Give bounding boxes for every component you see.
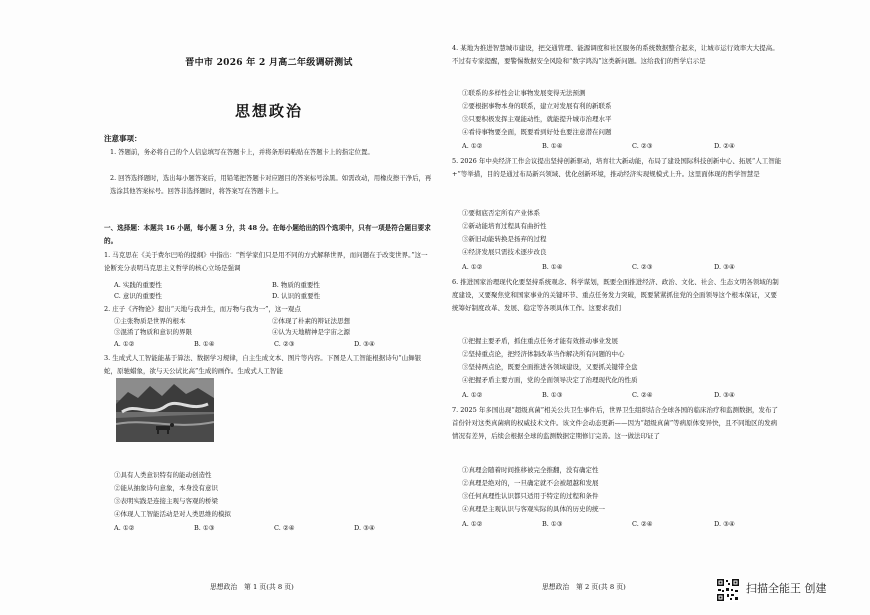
q2-statement-2: ②体现了朴素的辩证法思想 bbox=[272, 317, 350, 325]
q5-choice-d: D. ③④ bbox=[714, 263, 735, 271]
exam-title: 晋中市 2026 年 2 月高二年级调研测试 bbox=[185, 58, 353, 68]
q4-choice-c: C. ②③ bbox=[632, 142, 653, 150]
q5-statement-4: ④经济发展只需技术逐步改良 bbox=[462, 248, 547, 256]
q2-statement-1: ①主张物质是世界的根本 bbox=[114, 317, 186, 325]
question-6-stem: 6. 推进国家治理现代化要坚持系统观念、科学谋划，既要全面推进经济、政治、文化、社会、生态文明各领域的制度建设，又要聚焦党和国家事业的关键环节、重点任务发力突破，既要紧紧抓住党的全面领导这个根本保证，又要统筹好制度改革、发展、稳定等各项具体工作。这要求我们 bbox=[452, 278, 779, 312]
q1-option-d: D. 认识的重要性 bbox=[272, 292, 321, 300]
q6-choice-a: A. ①② bbox=[462, 391, 483, 399]
q4-choice-b: B. ①④ bbox=[542, 142, 563, 150]
q7-statement-3: ③任何真理性认识都只适用于特定的过程和条件 bbox=[462, 492, 599, 500]
notice-item-2: 2. 回答选择题时，选出每小题答案后，用铅笔把答题卡对应题目的答案标号涂黑。如需改动，用橡皮擦干净后，再选涂其他答案标号。回答非选择题时，将答案写在答题卡上。 bbox=[110, 174, 432, 195]
q5-statement-2: ②新动能培育过程具有曲折性 bbox=[462, 222, 547, 230]
qr-code-icon bbox=[716, 578, 740, 602]
q4-statement-2: ②要根据事物本身的联系，建立对发展有利的新联系 bbox=[462, 102, 612, 110]
q7-choice-a: A. ①② bbox=[462, 520, 483, 528]
q6-statement-3: ③坚持两点论，既要全面推进各领域建设，又要抓关键带全盘 bbox=[462, 363, 638, 371]
q7-statement-1: ①真理会随着时间推移被完全推翻，没有确定性 bbox=[462, 466, 599, 474]
q5-choice-a: A. ①② bbox=[462, 263, 483, 271]
q3-choice-d: D. ③④ bbox=[354, 524, 375, 532]
q6-statement-2: ②坚持重点论，把经济体制改革当作解决所有问题的中心 bbox=[462, 350, 625, 358]
q6-statement-1: ①把握主要矛盾，抓住重点任务才能有效推动事业发展 bbox=[462, 337, 618, 345]
q3-statement-1: ①具有人类意识特有的能动创造性 bbox=[114, 471, 212, 479]
q3-statement-2: ②能从抽象诗句意象，本身没有意识 bbox=[114, 484, 218, 492]
question-4-stem: 4. 某地为推进智慧城市建设，把交通管理、能源调度和社区服务的系统数据整合起来，让城市运行效率大大提高。不过有专家提醒，要警惕数据安全风险和“数字鸿沟”这类新问题。这给我们的哲学启示是 bbox=[452, 44, 779, 65]
q2-choice-a: A. ①② bbox=[114, 340, 135, 348]
question-1-stem: 1. 马克思在《关于费尔巴哈的提纲》中指出：“哲学家们只是用不同的方式解释世界，而问题在于改变世界。”这一论断充分表明马克思主义哲学的核心立场是强调 bbox=[104, 251, 428, 272]
q3-choice-c: C. ②④ bbox=[274, 524, 295, 532]
q1-option-a: A. 实践的重要性 bbox=[114, 281, 162, 289]
q1-option-b: B. 物质的重要性 bbox=[272, 281, 320, 289]
page-2-footer: 思想政治 第 2 页(共 8 页) bbox=[542, 583, 626, 591]
q6-choice-c: C. ②④ bbox=[632, 391, 653, 399]
q3-choice-a: A. ①② bbox=[114, 524, 135, 532]
q3-statement-4: ④体现人工智能活动是对人类思维的模拟 bbox=[114, 510, 231, 518]
subject-title: 思想政治 bbox=[234, 102, 303, 120]
q3-statement-3: ③表明实践是连接主观与客观的桥梁 bbox=[114, 497, 218, 505]
q2-statement-3: ③混淆了物质和意识的界限 bbox=[114, 328, 192, 336]
q7-statement-2: ②真理是绝对的，一旦确定就不会被超越和发展 bbox=[462, 479, 599, 487]
q7-choice-b: B. ①③ bbox=[542, 520, 563, 528]
q3-choice-b: B. ①③ bbox=[194, 524, 215, 532]
q1-option-c: C. 意识的重要性 bbox=[114, 292, 162, 300]
q4-choice-d: D. ②④ bbox=[714, 142, 735, 150]
q5-choice-c: C. ②③ bbox=[632, 263, 653, 271]
q7-choice-c: C. ②④ bbox=[632, 520, 653, 528]
q5-choice-b: B. ①④ bbox=[542, 263, 563, 271]
q5-statement-3: ③新旧动能转换是扬弃的过程 bbox=[462, 235, 547, 243]
q2-choice-b: B. ①④ bbox=[194, 340, 215, 348]
ai-generated-landscape-image bbox=[116, 378, 214, 442]
page-1-footer: 思想政治 第 1 页(共 8 页) bbox=[210, 583, 294, 591]
notice-item-1: 1. 答题前，务必将自己的个人信息填写在答题卡上，并将条形码粘贴在答题卡上的指定位置。 bbox=[110, 148, 374, 156]
scanner-watermark-label: 扫描全能王 创建 bbox=[746, 582, 827, 595]
q7-choice-d: D. ③④ bbox=[714, 520, 735, 528]
q4-choice-a: A. ①② bbox=[462, 142, 483, 150]
q6-choice-d: D. ③④ bbox=[714, 391, 735, 399]
q2-choice-d: D. ③④ bbox=[354, 340, 375, 348]
section-heading: 一、选择题：本题共 16 小题，每小题 3 分，共 48 分。在每小题给出的四个选项中，只有一项是符合题目要求的。 bbox=[104, 224, 431, 245]
notice-heading: 注意事项： bbox=[104, 134, 142, 143]
question-5-stem: 5. 2026 年中央经济工作会议提出坚持创新驱动，培育壮大新动能，布局了建设国际科技创新中心、拓展“人工智能+”等举措，目的是通过布局新兴领域、优化创新环境，推动经济实现规模式上升。这里面体现的哲学智慧是 bbox=[452, 157, 782, 178]
q7-statement-4: ④真理是主观认识与客观实际的具体的历史的统一 bbox=[462, 505, 605, 513]
q5-statement-1: ①要彻底否定所有产业体系 bbox=[462, 209, 540, 217]
question-7-stem: 7. 2025 年多国出现“超级真菌”相关公共卫生事件后，世界卫生组织结合全球各国的临床治疗和监测数据，发布了首份针对这类真菌病的权威技术文件。该文件会动态更新——因为“超级真菌”等病原体变异快，且不同地区的发病情况有差异，后续会根据全球的监测数据定期修订完善。这一做法印证了 bbox=[452, 406, 779, 440]
q2-choice-c: C. ②③ bbox=[274, 340, 295, 348]
q4-statement-3: ③只要积极发挥主观能动性，就能提升城市治理水平 bbox=[462, 115, 612, 123]
question-2-stem: 2. 庄子《齐物论》提出“天地与我并生，而万物与我为一”，这一观点 bbox=[104, 305, 301, 313]
q6-choice-b: B. ①③ bbox=[542, 391, 563, 399]
question-3-stem: 3. 生成式人工智能能基于算法、数据学习规律，自主生成文本、图片等内容。下图是人工智能根据诗句“山舞银蛇，原驰蜡象，欲与天公试比高”生成的画作。生成式人工智能 bbox=[104, 354, 422, 375]
q2-statement-4: ④认为天地精神是宇宙之源 bbox=[272, 328, 350, 336]
q6-statement-4: ④把握矛盾主要方面，党的全面领导决定了治理现代化的性质 bbox=[462, 376, 638, 384]
q4-statement-4: ④看待事物要全面，既要看到好处也要注意潜在问题 bbox=[462, 128, 612, 136]
q4-statement-1: ①联系的多样性会让事物发展变得无法预测 bbox=[462, 89, 586, 97]
